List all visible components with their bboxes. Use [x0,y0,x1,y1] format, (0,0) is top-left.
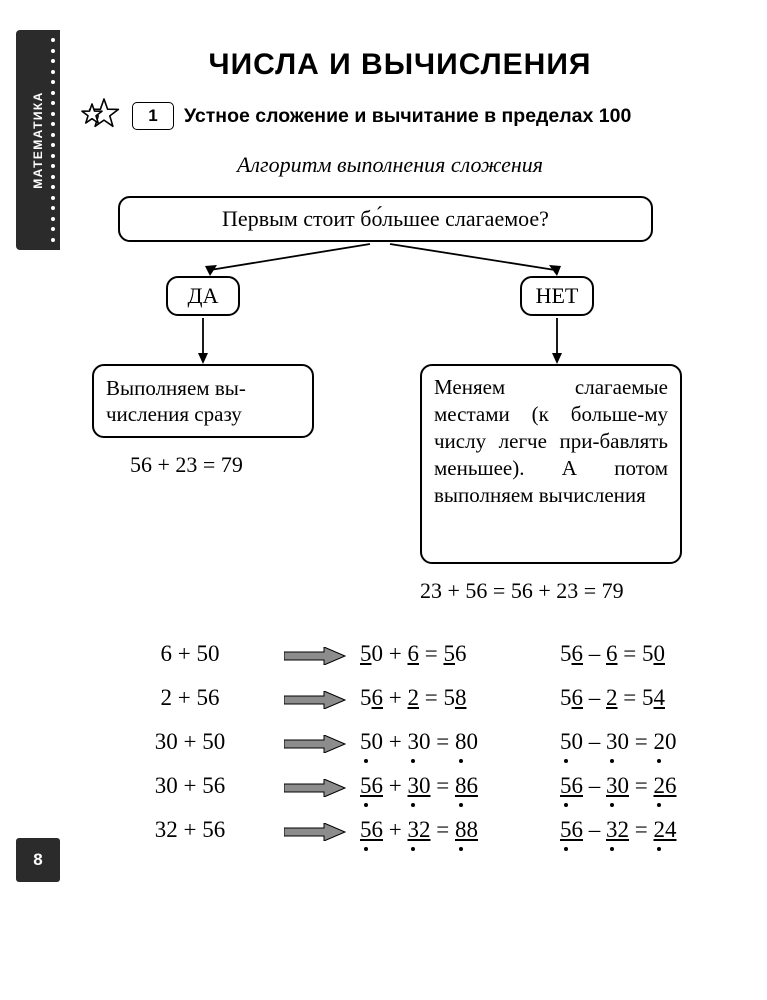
tab-dot-strip [50,38,56,242]
example-source: 2 + 56 [160,685,220,710]
right-arrow-icon [270,808,360,852]
subject-label: МАТЕМАТИКА [31,91,45,189]
example-addition: 56 + 2 = 58 [360,685,467,710]
example-subtraction: 56 – 30 = 26 [560,773,677,798]
table-row [110,808,740,852]
right-arrow-icon [270,764,360,808]
example-source: 6 + 50 [160,641,220,666]
lesson-title: Устное сложение и вычитание в пределах 100 [184,104,632,127]
example-source: 30 + 56 [154,773,226,798]
page-number: 8 [16,838,60,882]
flow-no-box: НЕТ [520,276,594,316]
table-row [110,632,740,676]
example-subtraction: 56 – 6 = 50 [560,641,665,666]
example-addition: 50 + 6 = 56 [360,641,467,666]
example-source: 30 + 50 [154,729,226,754]
lesson-header [78,96,631,136]
lesson-number-badge: 1 [132,102,174,130]
page-content [70,0,767,1000]
example-subtraction: 56 – 32 = 24 [560,817,677,842]
example-addition: 50 + 30 = 80 [360,729,478,754]
right-arrow-icon [270,720,360,764]
yes-branch-example: 56 + 23 = 79 [130,452,243,477]
examples-table [110,632,740,852]
table-row [110,676,740,720]
table-row [110,720,740,764]
example-subtraction: 56 – 2 = 54 [560,685,665,710]
star-icon [78,96,122,136]
right-arrow-icon [270,676,360,720]
flow-question-box: Первым стоит бо́льшее слагаемое? [118,196,653,242]
table-row [110,764,740,808]
example-addition: 56 + 30 = 86 [360,773,478,798]
page-title: ЧИСЛА И ВЫЧИСЛЕНИЯ [208,48,592,81]
subject-side-tab [16,30,60,250]
flow-yes-box: ДА [166,276,240,316]
algorithm-caption: Алгоритм выполнения сложения [236,152,543,177]
example-source: 32 + 56 [154,817,226,842]
flow-no-branch-box: Меняем слагаемые местами (к больше-му числу легче при-бавлять меньшее). А потом выполняем вычисления [420,364,682,564]
flow-yes-branch-box: Выполняем вы-числения сразу [92,364,314,438]
no-branch-example: 23 + 56 = 56 + 23 = 79 [420,578,624,603]
example-subtraction: 50 – 30 = 20 [560,729,677,754]
right-arrow-icon [270,632,360,676]
example-addition: 56 + 32 = 88 [360,817,478,842]
